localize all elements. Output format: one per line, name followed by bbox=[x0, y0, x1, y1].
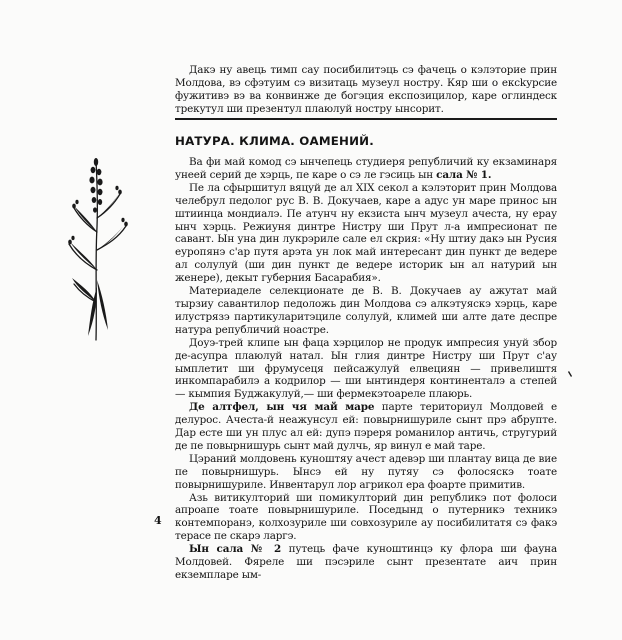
paragraph-3: Материаделе селекционате де В. В. Докучаев ау ажутат май тырзиу савантилор педоложь дин Молдова сэ алкэтуяскэ хэрць, каре илустрязэ партикуларитэциле солулуй, климей ши алте дате деспре натура републичий ноастре. bbox=[175, 285, 557, 336]
stray-mark bbox=[568, 371, 572, 377]
hall-2-ref: Ын сала № 2 bbox=[189, 543, 282, 556]
section-body bbox=[175, 156, 557, 582]
intro-text: Дакэ ну авець тимп сау посибилитэць сэ фачець о кэлэторие прин Молдова, вэ сфэтуим сэ визитаць музеул ностру. Кяр ши о ексkурсие фужитивэ вэ ва конвинже де богэция експозицилор, каре оглиндеск трекутул ши презентул плаюлуй ностру ынсорит. bbox=[175, 64, 557, 115]
intro-paragraph bbox=[175, 64, 557, 116]
page-number: 4 bbox=[154, 514, 162, 527]
paragraph-2: Пе ла сфыршитул вяцуй де ал XIX секол а кэлэторит прин Молдова челебрул педолог рус В. В. Докучаев, каре а адус ун маре принос ын штиинца мондиалэ. Пе атунч ну екзиста ынч музеул ачеста, ну ерау ынч хэрць. Режиуня динтре Нистру ши Прут л-а импресионат пе савант. Ын уна дин лукрэриле сале ел скрия: «Ну штиу дакэ ын Русия еуропянэ с'ар путя арэта ун лок май интересант дин пункт де ведере ал солулуй (ши дин пункт де ведере историк ын ал натурий ын женере), декыт губерния Басарабия». bbox=[175, 181, 557, 285]
section-divider bbox=[175, 118, 557, 120]
paragraph-5-text: парте териториул Молдовей е делурос. Ачеста-й неажунсул ей: повырнишуриле сынт прэ абрупте. Дар есте ши ун плус ал ей: дупэ пэреря романилор античь, стругурий де пе повырнишурь сынт май дулчь, яр винул е май таре. bbox=[175, 401, 558, 452]
paragraph-4: Доуэ-трей клипе ын фаца хэрцилор не продук импресия унуй збор де-асупра плаюлуй натал. Ын глия динтре Нистру ши Прут с'ау ымплетит ши фрумусеця пейсажулуй елвециян — привелиштя инкомпарабилэ а кодрилор — ши ынтиндеря континенталэ а степей — кымпия Буджакулуй,— ши фермекэтоареле плаюрь. bbox=[175, 336, 557, 401]
paragraph-5-lead: Де алтфел, ын чя май маре bbox=[189, 401, 375, 414]
paragraph-1-text: Ва фи май комод сэ ынчепець студиеря републичий ку екзаминаря унеей серий де хэрць, пе каре о сэ ле гэсиць ын bbox=[175, 156, 557, 181]
hall-1-ref: сала № 1. bbox=[436, 168, 492, 181]
paragraph-8 bbox=[175, 543, 557, 582]
paragraph-1 bbox=[175, 156, 557, 182]
paragraph-6: Цэраний молдовень куноштяу ачест адевэр ши плантау вица де вие пе повырнишурь. Ынсэ ей ну путяу сэ фолосяскэ тоате повырнишуриле. Инвентарул лор агрикол ера фоарте примитив. bbox=[175, 452, 557, 491]
plant-illustration bbox=[66, 152, 130, 342]
paragraph-7: Азь витикулторий ши помикулторий дин републикэ пот фолоси апроапе тоате повырнишуриле. Поседынд о путерникэ техникэ контемпоранэ, колхозуриле ши совхозуриле ау посибилитатя сэ факэ терасе пе скарэ ларгэ. bbox=[175, 491, 557, 543]
paragraph-5 bbox=[175, 401, 557, 453]
section-heading: НАТУРА. КЛИМА. ОАМЕНИЙ. bbox=[175, 134, 374, 148]
paragraph-8-text: путець фаче куноштинцэ ку флора ши фауна Молдовей. Фяреле ши пэсэриле сынт презентате аич прин екземпларе ым- bbox=[175, 543, 557, 581]
